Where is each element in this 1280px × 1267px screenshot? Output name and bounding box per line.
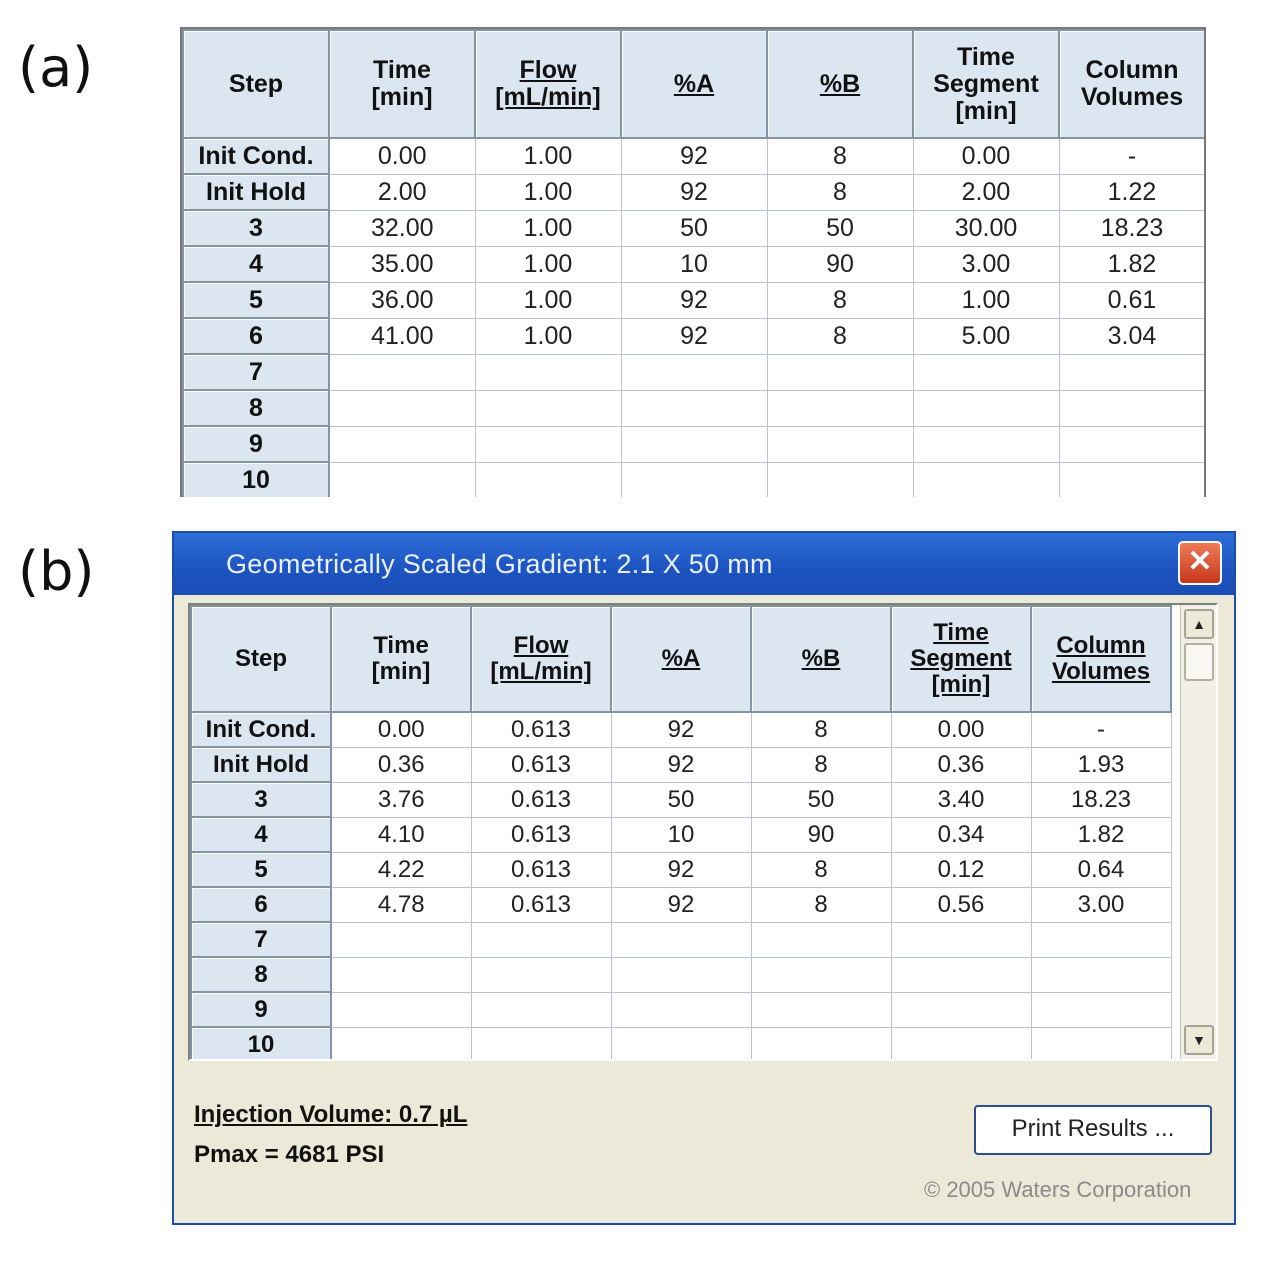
value-cell[interactable] <box>1031 922 1171 957</box>
table-row <box>183 426 1205 462</box>
column-header-label: Volumes <box>1080 83 1184 111</box>
value-cell[interactable] <box>471 922 611 957</box>
value-cell[interactable]: 92 <box>621 282 767 318</box>
value-cell[interactable]: 92 <box>611 747 751 782</box>
value-cell[interactable]: 0.34 <box>891 817 1031 852</box>
table-row <box>191 1027 1171 1061</box>
value-cell[interactable]: 3.00 <box>1031 887 1171 922</box>
column-header <box>611 606 751 712</box>
value-cell[interactable]: 0.56 <box>891 887 1031 922</box>
value-cell[interactable] <box>891 957 1031 992</box>
value-cell[interactable]: 32.00 <box>329 210 475 246</box>
column-header-label: Step <box>234 645 287 673</box>
value-cell[interactable]: 92 <box>621 138 767 174</box>
table-row <box>183 354 1205 390</box>
value-cell[interactable]: 10 <box>611 817 751 852</box>
column-header-label: Segment <box>933 69 1039 98</box>
column-header-label: %A <box>661 645 701 673</box>
step-cell: 10 <box>191 1027 331 1061</box>
window-titlebar[interactable] <box>174 533 1234 595</box>
step-cell: Init Hold <box>191 747 331 782</box>
value-cell[interactable]: 5.00 <box>913 318 1059 354</box>
value-cell[interactable] <box>611 992 751 1027</box>
scroll-thumb[interactable] <box>1184 643 1214 681</box>
column-header <box>767 30 913 138</box>
value-cell[interactable]: 0.613 <box>471 747 611 782</box>
value-cell[interactable]: 2.00 <box>329 174 475 210</box>
step-cell: 3 <box>191 782 331 817</box>
value-cell[interactable]: 8 <box>767 318 913 354</box>
value-cell[interactable]: 4.10 <box>331 817 471 852</box>
column-header <box>891 606 1031 712</box>
value-cell[interactable] <box>611 922 751 957</box>
step-cell: 9 <box>191 992 331 1027</box>
value-cell[interactable] <box>1059 354 1205 390</box>
column-header-label: Time <box>933 619 989 647</box>
value-cell[interactable]: 41.00 <box>329 318 475 354</box>
column-header-label: %B <box>819 69 861 98</box>
table-row <box>183 390 1205 426</box>
value-cell[interactable]: 8 <box>751 852 891 887</box>
value-cell[interactable]: 0.36 <box>891 747 1031 782</box>
column-header-label: [min] <box>371 658 431 685</box>
column-header-label: [mL/min] <box>495 83 601 111</box>
step-cell: 5 <box>191 852 331 887</box>
value-cell[interactable]: 8 <box>751 887 891 922</box>
column-header-label: [min] <box>955 96 1017 125</box>
value-cell[interactable]: 2.00 <box>913 174 1059 210</box>
value-cell[interactable]: 92 <box>611 887 751 922</box>
table-row <box>191 817 1171 852</box>
step-cell: 4 <box>191 817 331 852</box>
table-row <box>191 782 1171 817</box>
value-cell[interactable] <box>329 354 475 390</box>
value-cell[interactable]: 0.613 <box>471 852 611 887</box>
table-row <box>191 992 1171 1027</box>
value-cell[interactable] <box>1059 426 1205 462</box>
column-header <box>475 30 621 138</box>
value-cell[interactable]: 0.613 <box>471 782 611 817</box>
value-cell[interactable]: 0.12 <box>891 852 1031 887</box>
value-cell[interactable] <box>621 390 767 426</box>
value-cell[interactable] <box>751 992 891 1027</box>
value-cell[interactable] <box>913 462 1059 497</box>
value-cell[interactable]: 0.613 <box>471 887 611 922</box>
value-cell[interactable] <box>891 992 1031 1027</box>
value-cell[interactable] <box>611 1027 751 1061</box>
table-row <box>191 747 1171 782</box>
value-cell[interactable]: 3.40 <box>891 782 1031 817</box>
column-header <box>1031 606 1171 712</box>
value-cell[interactable] <box>751 922 891 957</box>
column-header-label: Step <box>228 69 284 98</box>
column-header-label: Volumes <box>1051 658 1151 685</box>
value-cell[interactable]: 3.00 <box>913 246 1059 282</box>
value-cell[interactable]: 92 <box>611 712 751 747</box>
gradient-table-a-container <box>180 27 1206 497</box>
column-header-label: %B <box>801 645 841 673</box>
column-header <box>191 606 331 712</box>
step-cell: 3 <box>183 210 329 246</box>
value-cell[interactable] <box>329 462 475 497</box>
column-header-label: Time <box>373 56 431 84</box>
value-cell[interactable]: 1.00 <box>475 282 621 318</box>
value-cell[interactable]: 1.00 <box>475 318 621 354</box>
injection-volume-link[interactable]: Injection Volume: 0.7 µL <box>194 1101 468 1128</box>
close-icon: ✕ <box>1187 545 1213 578</box>
value-cell[interactable]: 18.23 <box>1059 210 1205 246</box>
value-cell[interactable] <box>751 1027 891 1061</box>
value-cell[interactable] <box>1031 957 1171 992</box>
value-cell[interactable]: 0.613 <box>471 712 611 747</box>
value-cell[interactable]: 35.00 <box>329 246 475 282</box>
column-header-label: Time <box>957 42 1015 71</box>
pmax-readout: Pmax = 4681 PSI <box>194 1141 385 1168</box>
column-header-label: Column <box>1085 56 1179 84</box>
column-header <box>183 30 329 138</box>
step-cell: 10 <box>183 462 329 497</box>
step-cell: Init Cond. <box>191 712 331 747</box>
panel-a-label: (a) <box>18 36 94 99</box>
value-cell[interactable] <box>1059 390 1205 426</box>
header-row <box>191 606 1171 712</box>
value-cell[interactable] <box>475 390 621 426</box>
value-cell[interactable]: 18.23 <box>1031 782 1171 817</box>
step-cell: 6 <box>191 887 331 922</box>
column-header-label: Time <box>373 632 429 660</box>
value-cell[interactable] <box>621 426 767 462</box>
value-cell[interactable]: 1.93 <box>1031 747 1171 782</box>
column-header <box>1059 30 1205 138</box>
vertical-scrollbar[interactable] <box>1180 605 1216 1059</box>
value-cell[interactable]: 8 <box>767 174 913 210</box>
column-header-label: %A <box>673 69 715 98</box>
value-cell[interactable] <box>751 957 891 992</box>
value-cell[interactable]: 1.82 <box>1059 246 1205 282</box>
window-title: Geometrically Scaled Gradient: 2.1 X 50 mm <box>226 549 773 579</box>
value-cell[interactable] <box>621 462 767 497</box>
value-cell[interactable]: 92 <box>611 852 751 887</box>
value-cell[interactable] <box>471 957 611 992</box>
column-header-label: Flow <box>519 56 577 84</box>
value-cell[interactable]: 3.76 <box>331 782 471 817</box>
value-cell[interactable]: 90 <box>767 246 913 282</box>
value-cell[interactable] <box>331 1027 471 1061</box>
value-cell[interactable] <box>891 1027 1031 1061</box>
value-cell[interactable] <box>331 922 471 957</box>
value-cell[interactable] <box>331 957 471 992</box>
arrow-up-icon: ▲ <box>1192 616 1206 632</box>
gradient-table-a <box>182 29 1206 497</box>
step-cell: Init Hold <box>183 174 329 210</box>
value-cell[interactable] <box>475 462 621 497</box>
value-cell[interactable]: 50 <box>767 210 913 246</box>
value-cell[interactable] <box>475 426 621 462</box>
arrow-down-icon: ▼ <box>1192 1032 1206 1048</box>
header-row <box>183 30 1205 138</box>
table-row <box>183 174 1205 210</box>
value-cell[interactable]: 1.00 <box>913 282 1059 318</box>
value-cell[interactable] <box>913 390 1059 426</box>
table-row <box>183 462 1205 497</box>
column-header-label: [min] <box>371 83 433 111</box>
value-cell[interactable] <box>767 390 913 426</box>
value-cell[interactable] <box>471 1027 611 1061</box>
column-header-label: Column <box>1056 632 1146 660</box>
column-header-label: [mL/min] <box>490 658 592 685</box>
table-row <box>191 712 1171 747</box>
value-cell[interactable]: 0.00 <box>329 138 475 174</box>
value-cell[interactable] <box>1031 1027 1171 1061</box>
value-cell[interactable]: 8 <box>751 747 891 782</box>
value-cell[interactable] <box>475 354 621 390</box>
value-cell[interactable]: - <box>1031 712 1171 747</box>
value-cell[interactable]: 0.00 <box>891 712 1031 747</box>
table-row <box>191 957 1171 992</box>
step-cell: 7 <box>191 922 331 957</box>
value-cell[interactable] <box>621 354 767 390</box>
scaled-gradient-window <box>172 531 1236 1225</box>
value-cell[interactable]: 4.22 <box>331 852 471 887</box>
value-cell[interactable]: 1.22 <box>1059 174 1205 210</box>
close-button[interactable] <box>1178 541 1222 585</box>
step-cell: 9 <box>183 426 329 462</box>
scroll-down-button[interactable] <box>1184 1025 1214 1055</box>
value-cell[interactable]: 1.00 <box>475 246 621 282</box>
gradient-grid <box>188 603 1218 1061</box>
value-cell[interactable] <box>767 354 913 390</box>
value-cell[interactable] <box>913 426 1059 462</box>
value-cell[interactable]: 0.00 <box>913 138 1059 174</box>
value-cell[interactable] <box>1031 992 1171 1027</box>
table-row <box>183 282 1205 318</box>
value-cell[interactable] <box>329 390 475 426</box>
value-cell[interactable]: 8 <box>751 712 891 747</box>
value-cell[interactable] <box>767 426 913 462</box>
value-cell[interactable]: 50 <box>621 210 767 246</box>
value-cell[interactable]: 50 <box>751 782 891 817</box>
print-results-button[interactable]: Print Results ... <box>974 1105 1212 1155</box>
value-cell[interactable]: 92 <box>621 174 767 210</box>
column-header-label: Flow <box>513 632 569 660</box>
table-row <box>183 138 1205 174</box>
column-header <box>621 30 767 138</box>
value-cell[interactable]: 0.36 <box>331 747 471 782</box>
value-cell[interactable]: 10 <box>621 246 767 282</box>
table-row <box>191 852 1171 887</box>
table-row <box>191 922 1171 957</box>
column-header <box>329 30 475 138</box>
value-cell[interactable]: 1.82 <box>1031 817 1171 852</box>
value-cell[interactable]: 0.64 <box>1031 852 1171 887</box>
value-cell[interactable]: 0.00 <box>331 712 471 747</box>
value-cell[interactable] <box>329 426 475 462</box>
value-cell[interactable] <box>891 922 1031 957</box>
value-cell[interactable]: 92 <box>621 318 767 354</box>
value-cell[interactable]: 0.61 <box>1059 282 1205 318</box>
value-cell[interactable]: 1.00 <box>475 138 621 174</box>
value-cell[interactable]: 90 <box>751 817 891 852</box>
value-cell[interactable]: 3.04 <box>1059 318 1205 354</box>
step-cell: 5 <box>183 282 329 318</box>
value-cell[interactable] <box>913 354 1059 390</box>
value-cell[interactable] <box>611 957 751 992</box>
column-header-label: [min] <box>931 670 991 698</box>
step-cell: 4 <box>183 246 329 282</box>
column-header <box>331 606 471 712</box>
table-row <box>183 246 1205 282</box>
panel-b-label: (b) <box>18 540 95 603</box>
scroll-up-button[interactable] <box>1184 609 1214 639</box>
step-cell: 8 <box>191 957 331 992</box>
value-cell[interactable]: 36.00 <box>329 282 475 318</box>
value-cell[interactable] <box>331 992 471 1027</box>
table-row <box>183 210 1205 246</box>
value-cell[interactable]: 30.00 <box>913 210 1059 246</box>
column-header <box>913 30 1059 138</box>
column-header-label: Segment <box>910 645 1012 673</box>
gradient-table-b <box>190 605 1172 1061</box>
value-cell[interactable]: 50 <box>611 782 751 817</box>
value-cell[interactable]: 8 <box>767 282 913 318</box>
column-header <box>471 606 611 712</box>
value-cell[interactable] <box>767 462 913 497</box>
step-cell: 7 <box>183 354 329 390</box>
value-cell[interactable]: 1.00 <box>475 174 621 210</box>
column-header <box>751 606 891 712</box>
table-row <box>191 887 1171 922</box>
value-cell[interactable]: 1.00 <box>475 210 621 246</box>
step-cell: 6 <box>183 318 329 354</box>
copyright-notice: © 2005 Waters Corporation <box>924 1177 1192 1202</box>
value-cell[interactable] <box>1059 462 1205 497</box>
step-cell: Init Cond. <box>183 138 329 174</box>
value-cell[interactable]: 0.613 <box>471 817 611 852</box>
table-row <box>183 318 1205 354</box>
value-cell[interactable] <box>471 992 611 1027</box>
value-cell[interactable]: 8 <box>767 138 913 174</box>
value-cell[interactable]: 4.78 <box>331 887 471 922</box>
step-cell: 8 <box>183 390 329 426</box>
value-cell[interactable]: - <box>1059 138 1205 174</box>
